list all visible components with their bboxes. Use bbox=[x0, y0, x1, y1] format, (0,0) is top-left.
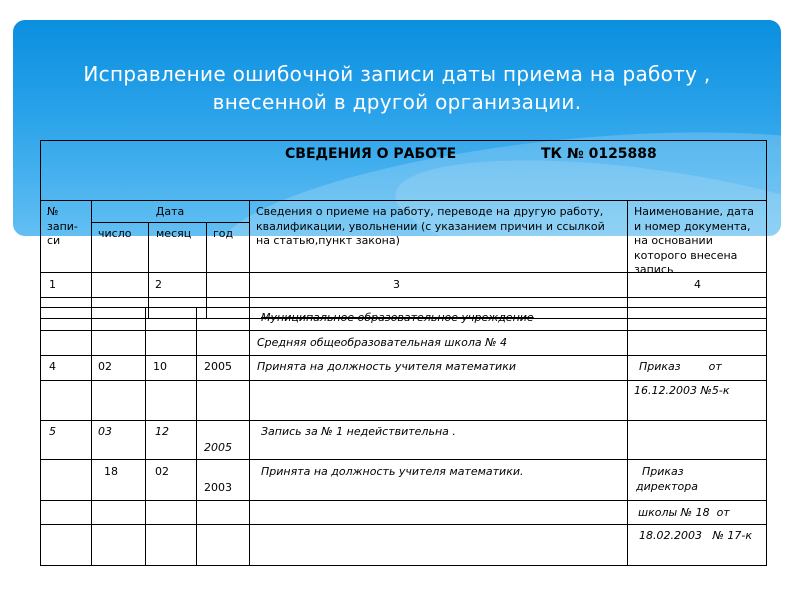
col-number-2: 2 bbox=[155, 278, 162, 291]
work-book-number: ТК № 0125888 bbox=[541, 146, 657, 162]
table-row-info: Муниципальное образовательное учреждение bbox=[261, 311, 534, 324]
table-row-info: Запись за № 1 недействительна . bbox=[261, 425, 456, 438]
col-header-month: месяц bbox=[156, 227, 192, 240]
col-header-number: № запи-си bbox=[47, 205, 78, 247]
slide-title bbox=[13, 60, 781, 116]
table-row-month: 10 bbox=[153, 360, 167, 373]
col-header-date: Дата bbox=[155, 205, 185, 218]
title-line-2: внесенной в другой организации. bbox=[212, 90, 582, 114]
document-ref: 16.12.2003 №5-к bbox=[634, 384, 730, 397]
table-row-number: 5 bbox=[49, 425, 56, 438]
col-header-day: число bbox=[98, 227, 132, 240]
table-row-day: 02 bbox=[98, 360, 112, 373]
table-row-document bbox=[634, 384, 763, 399]
table-row-day: 18 bbox=[104, 465, 118, 478]
table-row-day: 03 bbox=[98, 425, 112, 438]
col-number-4: 4 bbox=[694, 278, 701, 291]
col-number-3: 3 bbox=[393, 278, 400, 291]
table-row-number: 4 bbox=[49, 360, 56, 373]
table-row-month: 12 bbox=[155, 425, 169, 438]
col-header-info: Сведения о приеме на работу, переводе на другую работу, квалификации, увольнении (с указанием причин и ссылкой на статью,пункт закона) bbox=[256, 205, 605, 247]
table-row-info: Средняя общеобразовательная школа № 4 bbox=[257, 336, 508, 349]
table-row-document: школы № 18 от bbox=[638, 506, 730, 519]
col-header-document: Наименование, дата и номер документа, на основании которого внесена запись bbox=[634, 205, 754, 276]
table-row-year: 2005 bbox=[204, 441, 232, 454]
title-line-1: Исправление ошибочной записи даты приема на работу , bbox=[83, 62, 711, 86]
table-row-year: 2003 bbox=[204, 481, 232, 494]
title-banner bbox=[13, 20, 781, 236]
table-row-info: Принята на должность учителя математики bbox=[257, 360, 516, 373]
table-row-document: Приказ от bbox=[639, 360, 722, 373]
table-row-document: Приказ директора bbox=[636, 465, 699, 493]
table-row-month: 02 bbox=[155, 465, 169, 478]
table-header-title: СВЕДЕНИЯ О РАБОТЕ bbox=[285, 146, 457, 162]
table-row-document: 18.02.2003 № 17-к bbox=[639, 529, 753, 542]
col-number-1: 1 bbox=[49, 278, 56, 291]
table-row-year: 2005 bbox=[204, 360, 232, 373]
table-row-info: Принята на должность учителя математики. bbox=[261, 465, 524, 478]
col-header-year: год bbox=[213, 227, 234, 240]
